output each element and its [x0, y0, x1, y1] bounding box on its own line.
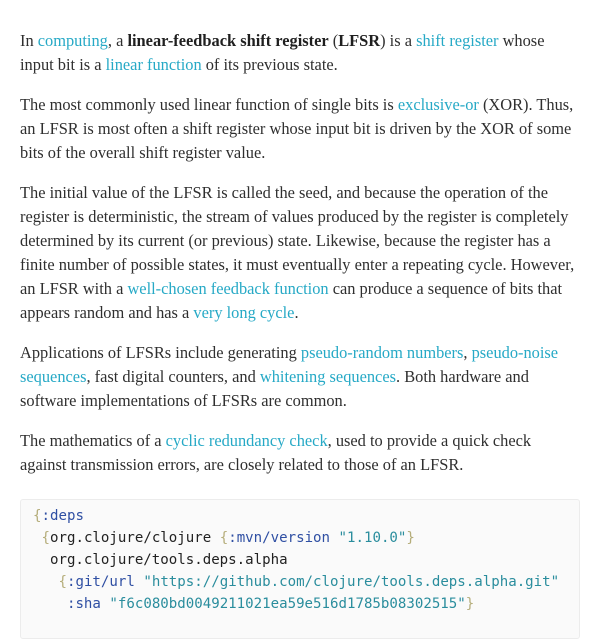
paragraph-seed: The initial value of the LFSR is called the seed, and because the operation of the register is deterministic, the stream of values produced by the register is completely determined by its current (or previous) state. Likewise, because the register has a finite number of possible states, it must eventually enter a repeating cycle. However, an LFSR with a well-chosen feedback function can produce a sequence of bits that appears random and has a very long cycle. — [20, 183, 575, 322]
code-line: {org.clojure/clojure {:mvn/version "1.10.0"} — [41, 530, 415, 546]
code-line: {:deps — [33, 508, 84, 524]
code-line: org.clojure/tools.deps.alpha — [33, 552, 288, 568]
link-shift-register[interactable]: shift register — [416, 31, 499, 50]
link-exclusive-or[interactable]: exclusive-or — [397, 95, 479, 114]
term-lfsr-abbr: LFSR — [338, 31, 381, 50]
link-pseudo-random-numbers[interactable]: pseudo-random numbers — [300, 343, 464, 362]
paragraph-applications: Applications of LFSRs include generating pseudo-random numbers, pseudo-noise sequences, fast digital counters, and whitening sequences. Both hardware and software implementations of LFSRs are common. — [20, 343, 559, 410]
link-computing[interactable]: computing — [37, 31, 108, 50]
link-feedback-function[interactable]: well-chosen feedback function — [127, 279, 329, 298]
link-pseudo-noise-sequences[interactable]: pseudo-noise sequences — [20, 343, 559, 386]
paragraph-xor: The most commonly used linear function of single bits is exclusive-or (XOR). Thus, an LFSR is most often a shift register whose input bit is driven by the XOR of some bits of the overall shift register value. — [20, 95, 574, 162]
code-line: :sha "f6c080bd0049211021ea59e516d1785b08302515"} — [66, 596, 475, 612]
paragraph-intro: In computing, a linear-feedback shift register (LFSR) is a shift register whose input bit is a linear function of its previous state. — [20, 31, 545, 74]
paragraph-crc: The mathematics of a cyclic redundancy check, used to provide a quick check against transmission errors, are closely related to those of an LFSR. — [20, 431, 532, 474]
code-block — [20, 499, 580, 639]
link-whitening-sequences[interactable]: whitening sequences — [259, 367, 396, 386]
link-long-cycle[interactable]: very long cycle — [193, 303, 295, 322]
link-cyclic-redundancy-check[interactable]: cyclic redundancy check — [165, 431, 328, 450]
term-lfsr-full: linear-feedback shift register — [127, 31, 329, 50]
link-linear-function[interactable]: linear function — [105, 55, 202, 74]
code-line: {:git/url "https://github.com/clojure/tools.deps.alpha.git" — [58, 574, 560, 590]
